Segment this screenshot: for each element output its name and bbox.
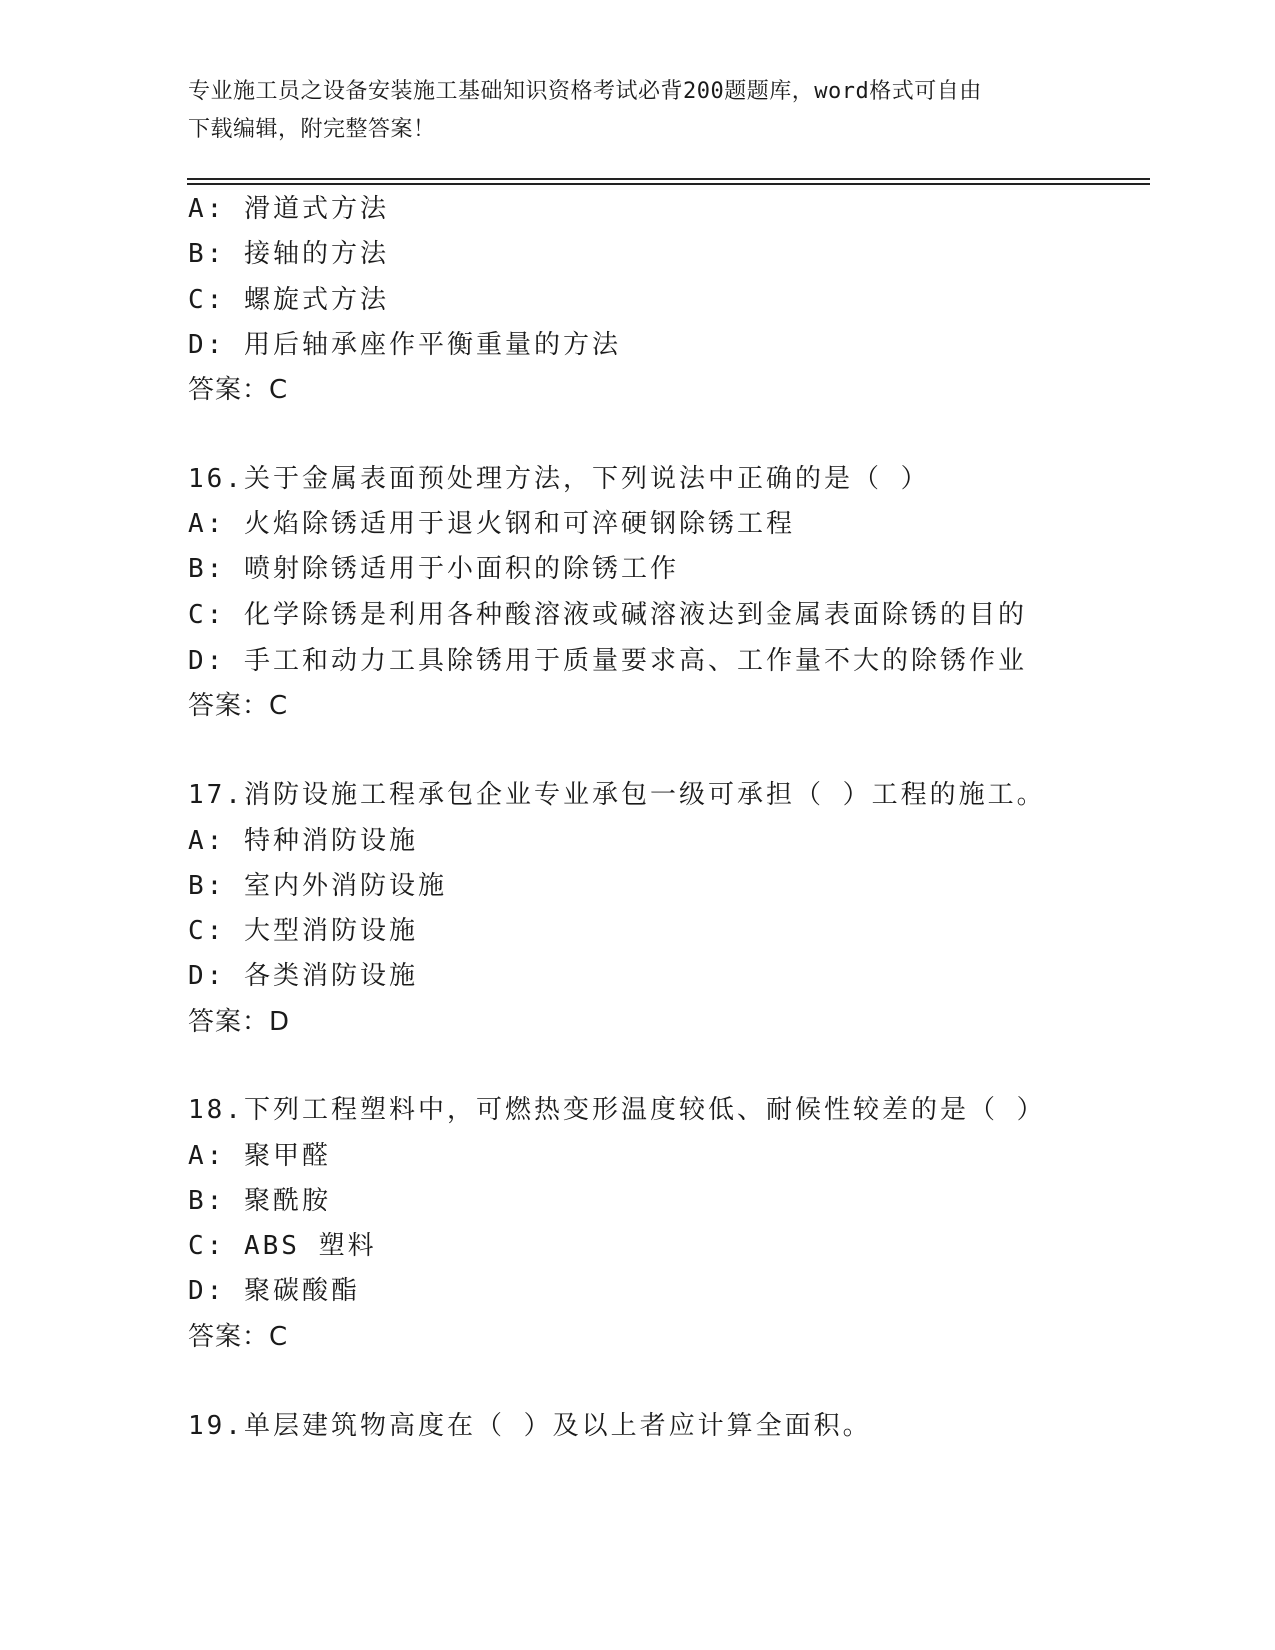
q17-stem: 17.消防设施工程承包企业专业承包一级可承担（ ）工程的施工。 [188,780,1046,810]
q16-answer: 答案：C [188,691,289,721]
q18-option-a: A: 聚甲醛 [188,1141,331,1171]
header-line-2: 下载编辑，附完整答案！ [188,117,436,142]
q16-stem: 16.关于金属表面预处理方法，下列说法中正确的是（ ） [188,464,930,494]
q15-option-d: D: 用后轴承座作平衡重量的方法 [188,330,621,360]
q17-answer: 答案：D [188,1007,291,1037]
q15-option-b: B: 接轴的方法 [188,239,389,269]
q17-option-c: C: 大型消防设施 [188,916,418,946]
q17-option-a: A: 特种消防设施 [188,826,418,856]
q18-stem: 18.下列工程塑料中，可燃热变形温度较低、耐候性较差的是（ ） [188,1095,1046,1125]
q15-option-c: C: 螺旋式方法 [188,285,389,315]
q18-option-d: D: 聚碳酸酯 [188,1276,360,1306]
q16-option-a: A: 火焰除锈适用于退火钢和可淬硬钢除锈工程 [188,509,795,539]
q19-stem: 19.单层建筑物高度在（ ）及以上者应计算全面积。 [188,1411,872,1441]
q17-option-b: B: 室内外消防设施 [188,871,447,901]
q16-option-d: D: 手工和动力工具除锈用于质量要求高、工作量不大的除锈作业 [188,646,1027,676]
q16-option-c: C: 化学除锈是利用各种酸溶液或碱溶液达到金属表面除锈的目的 [188,600,1027,630]
q17-option-d: D: 各类消防设施 [188,961,418,991]
q15-answer: 答案：C [188,375,289,405]
q18-answer: 答案：C [188,1322,289,1352]
document-header [188,73,1088,149]
header-divider-bottom [187,183,1150,185]
q18-option-c: C: ABS 塑料 [188,1231,377,1261]
q18-option-b: B: 聚酰胺 [188,1186,331,1216]
header-divider-top [187,178,1150,180]
q16-option-b: B: 喷射除锈适用于小面积的除锈工作 [188,554,679,584]
header-line-1: 专业施工员之设备安装施工基础知识资格考试必背200题题库，word格式可自由 [188,79,982,104]
q15-option-a: A: 滑道式方法 [188,194,389,224]
